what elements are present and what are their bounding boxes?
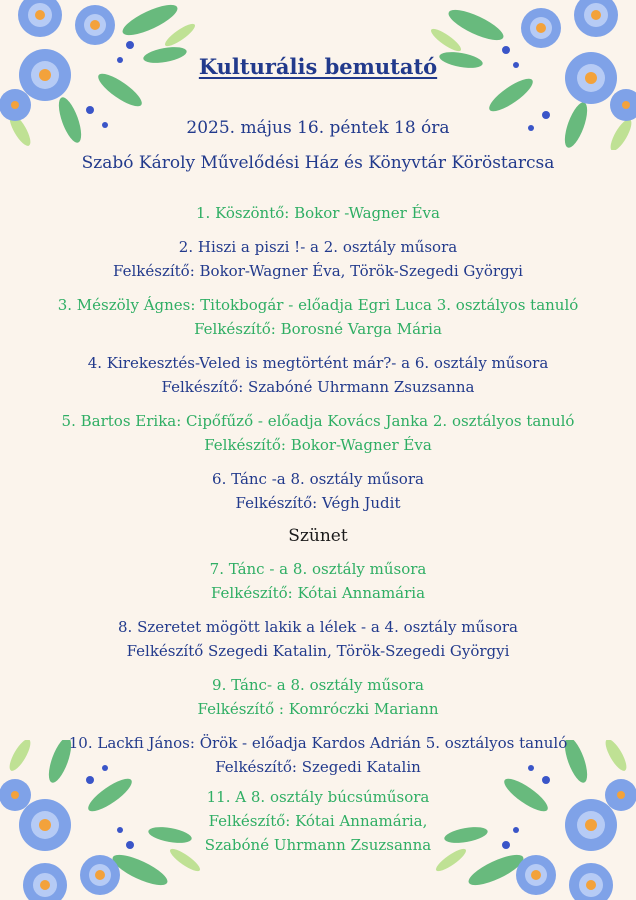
program-item-title: 7. Tánc - a 8. osztály műsora xyxy=(209,560,427,578)
program-item-preparer: Felkészítő : Komróczki Mariann xyxy=(197,700,439,718)
program-item-preparer: Felkészítő: Bokor-Wagner Éva xyxy=(204,436,432,454)
program-item-1 xyxy=(30,201,606,225)
program-item-9 xyxy=(30,673,606,721)
program-item-5 xyxy=(30,409,606,457)
program-item-title: 8. Szeretet mögött lakik a lélek - a 4. osztály műsora xyxy=(118,618,518,636)
program-item-11 xyxy=(30,785,606,857)
program-item-7 xyxy=(30,557,606,605)
program-item-preparer: Felkészítő: Kótai Annamária, xyxy=(208,812,428,830)
program-item-preparer: Felkészítő: Bokor-Wagner Éva, Török-Szegedi Györgyi xyxy=(113,262,523,280)
intermission-label: Szünet xyxy=(288,526,348,546)
program-item-title: 6. Tánc -a 8. osztály műsora xyxy=(212,470,424,488)
program-item-3 xyxy=(30,293,606,341)
program-item-4 xyxy=(30,351,606,399)
program-item-preparer: Felkészítő Szegedi Katalin, Török-Szegedi Györgyi xyxy=(126,642,510,660)
event-date: 2025. május 16. péntek 18 óra xyxy=(186,118,450,138)
program-item-title: 3. Mészöly Ágnes: Titokbogár - előadja Egri Luca 3. osztályos tanuló xyxy=(57,296,579,314)
program-item-preparer: Felkészítő: Borosné Varga Mária xyxy=(194,320,442,338)
program-item-10 xyxy=(30,731,606,779)
program-item-title: 4. Kirekesztés-Veled is megtörtént már?- a 6. osztály műsora xyxy=(87,354,549,372)
event-venue: Szabó Károly Művelődési Ház és Könyvtár Köröstarcsa xyxy=(81,153,555,173)
program-item-title: 10. Lackfi János: Örök - előadja Kardos Adrián 5. osztályos tanuló xyxy=(68,734,568,752)
program-item-title: 2. Hiszi a piszi !- a 2. osztály műsora xyxy=(178,238,458,256)
program-item-6 xyxy=(30,467,606,515)
program-item-title: 1. Köszöntő: Bokor -Wagner Éva xyxy=(196,204,440,222)
program-item-2 xyxy=(30,235,606,283)
program-item-title: 5. Bartos Erika: Cipőfűző - előadja Kovács Janka 2. osztályos tanuló xyxy=(61,412,575,430)
program-item-title: 9. Tánc- a 8. osztály műsora xyxy=(212,676,424,694)
program-item-preparer: Felkészítő: Szegedi Katalin xyxy=(215,758,421,776)
program-item-preparer: Szabóné Uhrmann Zsuzsanna xyxy=(204,836,432,854)
program-item-preparer: Felkészítő: Kótai Annamária xyxy=(210,584,426,602)
program-item-preparer: Felkészítő: Végh Judit xyxy=(235,494,401,512)
program-item-title: 11. A 8. osztály búcsúműsora xyxy=(206,788,430,806)
program-item-8 xyxy=(30,615,606,663)
program-list xyxy=(30,201,606,867)
program-item-preparer: Felkészítő: Szabóné Uhrmann Zsuzsanna xyxy=(161,378,475,396)
page-title: Kulturális bemutató xyxy=(198,54,438,79)
